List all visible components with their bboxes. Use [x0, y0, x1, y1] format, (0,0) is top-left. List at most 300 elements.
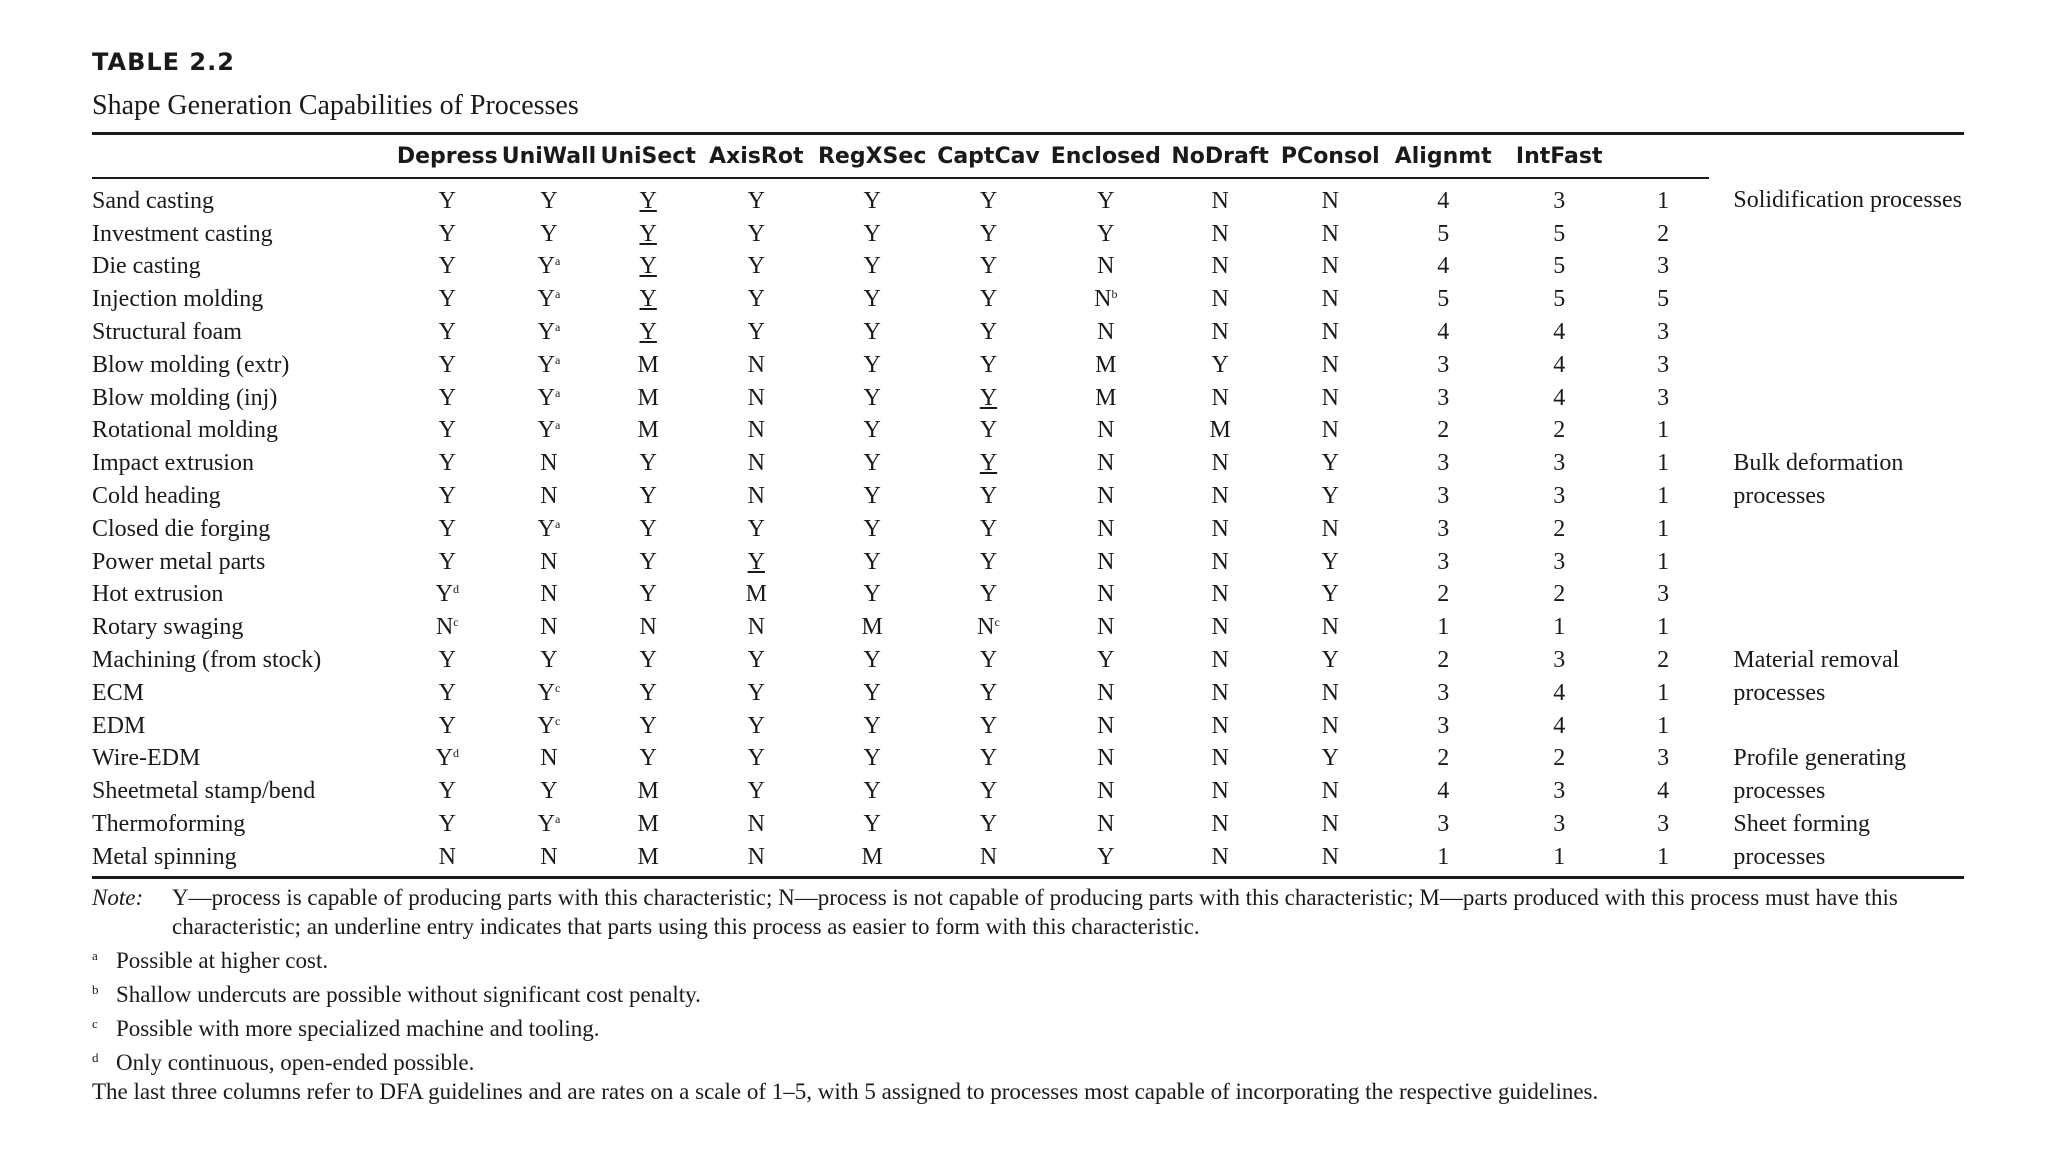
process-name: Metal spinning — [92, 843, 237, 870]
cell-value: M — [637, 843, 659, 870]
cell-value: N — [435, 614, 454, 641]
cell-value: Y — [979, 679, 998, 706]
cell-value: N — [1097, 483, 1115, 510]
table-cell — [395, 841, 500, 877]
cell-value: 1 — [1437, 614, 1450, 641]
table-cell — [1276, 415, 1385, 448]
table-cell — [1276, 349, 1385, 382]
table-cell — [1501, 480, 1617, 513]
table-cell — [1047, 283, 1165, 316]
cell-value: N — [1211, 745, 1229, 772]
table-cell — [395, 447, 500, 480]
table-cell — [1165, 178, 1276, 218]
process-name: Injection molding — [92, 286, 264, 313]
cell-value: N — [1211, 253, 1229, 280]
table-cell — [1047, 579, 1165, 612]
header-process — [92, 134, 395, 179]
table-row — [92, 316, 1964, 349]
table-cell — [698, 316, 814, 349]
table-cell — [1385, 513, 1501, 546]
group-label: Solidification processes — [1733, 187, 1962, 214]
table-cell — [1047, 178, 1165, 218]
table-cell — [930, 283, 1047, 316]
cell-value: Y — [537, 319, 555, 346]
footnote-marker: a — [554, 254, 561, 269]
cell-value: N — [1211, 548, 1229, 575]
table-cell — [930, 349, 1047, 382]
table-cell — [1385, 546, 1501, 579]
cell-value: N — [1211, 614, 1229, 641]
group-label — [1709, 611, 1964, 644]
table-cell — [698, 710, 814, 743]
table-cell — [814, 316, 930, 349]
cell-value: N — [1097, 581, 1115, 608]
cell-value: N — [1097, 548, 1115, 575]
column-header-pconsol: PConsol — [1276, 134, 1385, 179]
table-cell — [598, 382, 698, 415]
table-cell — [500, 644, 598, 677]
table-cell — [1165, 316, 1276, 349]
table-cell — [1276, 316, 1385, 349]
cell-value: N — [747, 450, 765, 477]
cell-value: Y — [540, 647, 558, 674]
table-cell — [1501, 382, 1617, 415]
table-cell — [395, 579, 500, 612]
table-cell — [1617, 349, 1709, 382]
cell-value: M — [745, 581, 767, 608]
cell-value: 3 — [1437, 351, 1450, 378]
footnote-marker: a — [554, 812, 561, 827]
table-cell — [598, 579, 698, 612]
table-cell — [930, 611, 1047, 644]
cell-value: N — [1321, 811, 1339, 838]
table-cell — [814, 178, 930, 218]
table-cell — [1385, 480, 1501, 513]
table-cell — [1501, 513, 1617, 546]
cell-value: Y — [863, 778, 881, 805]
table-cell — [1385, 382, 1501, 415]
cell-value: Y — [979, 450, 998, 477]
table-cell — [598, 283, 698, 316]
cell-value: 3 — [1437, 515, 1450, 542]
footnote-marker: d — [452, 746, 459, 761]
cell-value: N — [1321, 679, 1339, 706]
cell-value: 1 — [1657, 417, 1670, 444]
table-cell — [500, 316, 598, 349]
table-cell — [1047, 644, 1165, 677]
cell-value: 3 — [1437, 712, 1450, 739]
cell-value: M — [637, 778, 659, 805]
cell-value: M — [1209, 417, 1231, 444]
table-cell — [1276, 579, 1385, 612]
table-cell — [1501, 808, 1617, 841]
table-cell — [500, 775, 598, 808]
cell-value: N — [1321, 187, 1339, 214]
cell-value: N — [747, 483, 765, 510]
group-label — [1709, 251, 1964, 284]
table-cell — [1276, 644, 1385, 677]
table-cell — [500, 251, 598, 284]
table-cell — [1385, 349, 1501, 382]
table-cell — [1617, 283, 1709, 316]
cell-value: N — [747, 614, 765, 641]
footnote-text: Shallow undercuts are possible without significant cost penalty. — [116, 981, 701, 1007]
cell-value: 1 — [1657, 679, 1670, 706]
cell-value: 2 — [1553, 417, 1566, 444]
cell-value: N — [540, 548, 558, 575]
cell-value: Y — [438, 384, 456, 411]
table-cell — [814, 349, 930, 382]
table-cell — [1385, 415, 1501, 448]
table-cell — [698, 579, 814, 612]
table-cell — [1276, 447, 1385, 480]
cell-value: 3 — [1657, 581, 1670, 608]
cell-value: Y — [537, 253, 555, 280]
table-cell — [1385, 841, 1501, 877]
table-cell — [395, 611, 500, 644]
table-cell — [814, 251, 930, 284]
table-cell — [1276, 611, 1385, 644]
cell-value: Y — [639, 319, 657, 346]
table-cell — [1276, 218, 1385, 251]
cell-value: Y — [863, 548, 881, 575]
table-cell — [814, 677, 930, 710]
cell-value: Y — [540, 220, 558, 247]
table-row — [92, 579, 1964, 612]
cell-value: N — [540, 614, 558, 641]
table-cell — [500, 611, 598, 644]
cell-value: M — [637, 384, 659, 411]
cell-value: M — [1095, 351, 1117, 378]
table-cell — [500, 808, 598, 841]
cell-value: N — [1211, 712, 1229, 739]
table-cell — [598, 644, 698, 677]
cell-value: Y — [639, 450, 657, 477]
cell-value: Y — [438, 417, 456, 444]
table-cell — [395, 808, 500, 841]
column-header-nodraft: NoDraft — [1165, 134, 1276, 179]
cell-value: 1 — [1553, 614, 1566, 641]
cell-value: Y — [639, 515, 657, 542]
cell-value: Y — [438, 351, 456, 378]
table-cell — [1165, 546, 1276, 579]
table-cell — [395, 546, 500, 579]
table-cell — [1047, 218, 1165, 251]
cell-value: M — [1095, 384, 1117, 411]
group-label — [1709, 218, 1964, 251]
cell-value: N — [1097, 745, 1115, 772]
cell-value: N — [747, 843, 765, 870]
cell-value: Y — [438, 548, 456, 575]
column-header-captcav: CaptCav — [930, 134, 1047, 179]
table-row — [92, 513, 1964, 546]
cell-value: Y — [438, 647, 456, 674]
table-cell — [1385, 775, 1501, 808]
table-row — [92, 178, 1964, 218]
cell-value: Y — [863, 712, 881, 739]
cell-value: Y — [863, 679, 881, 706]
table-cell — [1165, 644, 1276, 677]
cell-value: N — [979, 843, 998, 870]
table-cell — [500, 513, 598, 546]
cell-value: Y — [537, 286, 555, 313]
cell-value: 3 — [1553, 450, 1566, 477]
table-body — [92, 178, 1964, 877]
table-row — [92, 480, 1964, 513]
cell-value: Y — [747, 712, 765, 739]
column-header-depress: Depress — [395, 134, 500, 179]
table-cell — [698, 611, 814, 644]
table-cell — [395, 283, 500, 316]
cell-value: Y — [639, 581, 657, 608]
table-cell — [598, 480, 698, 513]
table-cell — [1047, 677, 1165, 710]
column-header-uniwall: UniWall — [500, 134, 598, 179]
cell-value: N — [1211, 515, 1229, 542]
cell-value: Y — [639, 745, 657, 772]
column-header-enclosed: Enclosed — [1047, 134, 1165, 179]
cell-value: Y — [863, 450, 881, 477]
cell-value: Y — [979, 253, 998, 280]
cell-value: Y — [747, 319, 765, 346]
column-header-unisect: UniSect — [598, 134, 698, 179]
table-cell — [1165, 480, 1276, 513]
process-name: Wire-EDM — [92, 745, 201, 772]
cell-value: Y — [438, 319, 456, 346]
cell-value: Y — [979, 581, 998, 608]
table-row — [92, 710, 1964, 743]
table-cell — [598, 178, 698, 218]
table-cell — [1501, 579, 1617, 612]
cell-value: Y — [979, 745, 998, 772]
cell-value: Y — [979, 319, 998, 346]
cell-value: N — [540, 745, 558, 772]
table-cell — [930, 382, 1047, 415]
table-cell — [698, 480, 814, 513]
cell-value: M — [861, 614, 883, 641]
cell-value: Y — [747, 220, 765, 247]
cell-value: Y — [639, 220, 657, 247]
cell-value: 1 — [1657, 515, 1670, 542]
cell-value: N — [1211, 843, 1229, 870]
table-cell — [930, 644, 1047, 677]
table-cell — [930, 808, 1047, 841]
table-cell — [1617, 251, 1709, 284]
cell-value: Y — [1097, 647, 1115, 674]
footnote-text: Possible at higher cost. — [116, 947, 329, 973]
table-cell — [1617, 644, 1709, 677]
cell-value: 5 — [1553, 220, 1566, 247]
table-cell — [395, 382, 500, 415]
cell-value: N — [747, 351, 765, 378]
group-label — [1709, 349, 1964, 382]
cell-value: Y — [863, 187, 881, 214]
cell-value: N — [1097, 450, 1115, 477]
table-cell — [1047, 316, 1165, 349]
group-label: Bulk deformation — [1733, 450, 1904, 477]
cell-value: N — [639, 614, 657, 641]
cell-value: N — [1097, 253, 1115, 280]
table-row — [92, 644, 1964, 677]
table-cell — [698, 447, 814, 480]
header-group — [1617, 134, 1709, 179]
cell-value: Y — [863, 483, 881, 510]
cell-value: Y — [863, 745, 881, 772]
footnote-marker: a — [554, 320, 561, 335]
cell-value: Y — [863, 220, 881, 247]
cell-value: Y — [747, 679, 765, 706]
cell-value: M — [637, 811, 659, 838]
footnote-marker: c — [554, 680, 561, 695]
table-cell — [1501, 710, 1617, 743]
cell-value: 2 — [1437, 417, 1450, 444]
footnote-mark: c — [92, 1015, 98, 1031]
table-cell — [598, 316, 698, 349]
table-cell — [930, 710, 1047, 743]
table-title: Shape Generation Capabilities of Processes — [92, 90, 579, 121]
cell-value: N — [1097, 319, 1115, 346]
table-cell — [1276, 382, 1385, 415]
table-cell — [1276, 710, 1385, 743]
table-cell — [1501, 743, 1617, 776]
table-cell — [395, 513, 500, 546]
table-cell — [500, 841, 598, 877]
table-cell — [1047, 841, 1165, 877]
table-cell — [1165, 251, 1276, 284]
table-cell — [1617, 546, 1709, 579]
cell-value: 2 — [1437, 745, 1450, 772]
cell-value: N — [1321, 351, 1339, 378]
cell-value: N — [1097, 811, 1115, 838]
table-cell — [1165, 611, 1276, 644]
cell-value: 1 — [1657, 187, 1670, 214]
cell-value: 5 — [1553, 286, 1566, 313]
table-cell — [1276, 841, 1385, 877]
cell-value: N — [1211, 220, 1229, 247]
cell-value: 3 — [1437, 450, 1450, 477]
table-cell — [930, 316, 1047, 349]
group-label: processes — [1733, 679, 1826, 706]
cell-value: Y — [747, 745, 765, 772]
table-cell — [814, 218, 930, 251]
cell-value: Y — [979, 778, 998, 805]
table-cell — [500, 415, 598, 448]
cell-value: Y — [979, 187, 998, 214]
process-name: Impact extrusion — [92, 450, 254, 477]
table-cell — [598, 677, 698, 710]
footnotes — [92, 941, 1964, 1077]
table-cell — [930, 218, 1047, 251]
table-row — [92, 808, 1964, 841]
cell-value: Y — [747, 286, 765, 313]
table-cell — [698, 415, 814, 448]
table-cell — [1047, 447, 1165, 480]
cell-value: 2 — [1437, 647, 1450, 674]
column-header-alignmt: Alignmt — [1385, 134, 1501, 179]
footnote — [92, 941, 1964, 975]
cell-value: Y — [863, 581, 881, 608]
table-row — [92, 447, 1964, 480]
footnote-marker: d — [452, 582, 459, 597]
table-cell — [1385, 743, 1501, 776]
table-cell — [814, 841, 930, 877]
cell-value: M — [637, 417, 659, 444]
cell-value: Y — [747, 187, 765, 214]
footnote-marker: a — [554, 418, 561, 433]
table-cell — [814, 775, 930, 808]
process-name: Sheetmetal stamp/bend — [92, 778, 316, 805]
cell-value: N — [1211, 811, 1229, 838]
table-cell — [930, 841, 1047, 877]
table-cell — [1501, 677, 1617, 710]
cell-value: N — [1097, 417, 1115, 444]
table-cell — [598, 415, 698, 448]
cell-value: N — [540, 483, 558, 510]
table-cell — [698, 775, 814, 808]
table-cell — [1385, 710, 1501, 743]
table-cell — [930, 579, 1047, 612]
table-cell — [930, 447, 1047, 480]
cell-value: Y — [639, 286, 657, 313]
table-cell — [1617, 382, 1709, 415]
cell-value: 3 — [1657, 351, 1670, 378]
cell-value: Y — [438, 712, 456, 739]
cell-value: 1 — [1657, 614, 1670, 641]
table-cell — [500, 349, 598, 382]
cell-value: 3 — [1437, 548, 1450, 575]
capabilities-table — [92, 132, 1964, 879]
table-cell — [930, 178, 1047, 218]
table-cell — [1385, 808, 1501, 841]
table-cell — [1165, 775, 1276, 808]
table-cell — [500, 579, 598, 612]
cell-value: N — [1321, 614, 1339, 641]
table-cell — [1047, 251, 1165, 284]
table-cell — [698, 251, 814, 284]
table-row — [92, 349, 1964, 382]
group-label: Sheet forming — [1733, 811, 1871, 838]
cell-value: N — [1321, 319, 1339, 346]
cell-value: 4 — [1437, 253, 1450, 280]
cell-value: Y — [863, 417, 881, 444]
cell-value: 3 — [1437, 384, 1450, 411]
table-cell — [395, 677, 500, 710]
table-cell — [1501, 841, 1617, 877]
table-cell — [500, 480, 598, 513]
table-cell — [814, 579, 930, 612]
cell-value: 4 — [1553, 351, 1566, 378]
table-cell — [1617, 480, 1709, 513]
table-cell — [1617, 513, 1709, 546]
note-text: Y—process is capable of producing parts with this characteristic; N—process is not capable of producing parts with this characteristic; M—parts produced with this process must have this characteristic; an underline entry indicates that parts using this process as easier to form with this characteristic. — [172, 884, 1898, 939]
table-cell — [1617, 316, 1709, 349]
cell-value: 5 — [1437, 220, 1450, 247]
table-cell — [1165, 710, 1276, 743]
table-row — [92, 841, 1964, 877]
table-cell — [1165, 579, 1276, 612]
table-page — [92, 48, 1964, 1106]
cell-value: Y — [537, 712, 555, 739]
cell-value: Y — [438, 187, 456, 214]
table-cell — [598, 251, 698, 284]
cell-value: N — [1321, 253, 1339, 280]
table-row — [92, 251, 1964, 284]
footnote-mark: a — [92, 947, 98, 963]
cell-value: 3 — [1657, 253, 1670, 280]
table-cell — [1617, 178, 1709, 218]
cell-value: Y — [979, 220, 998, 247]
table-cell — [1165, 447, 1276, 480]
